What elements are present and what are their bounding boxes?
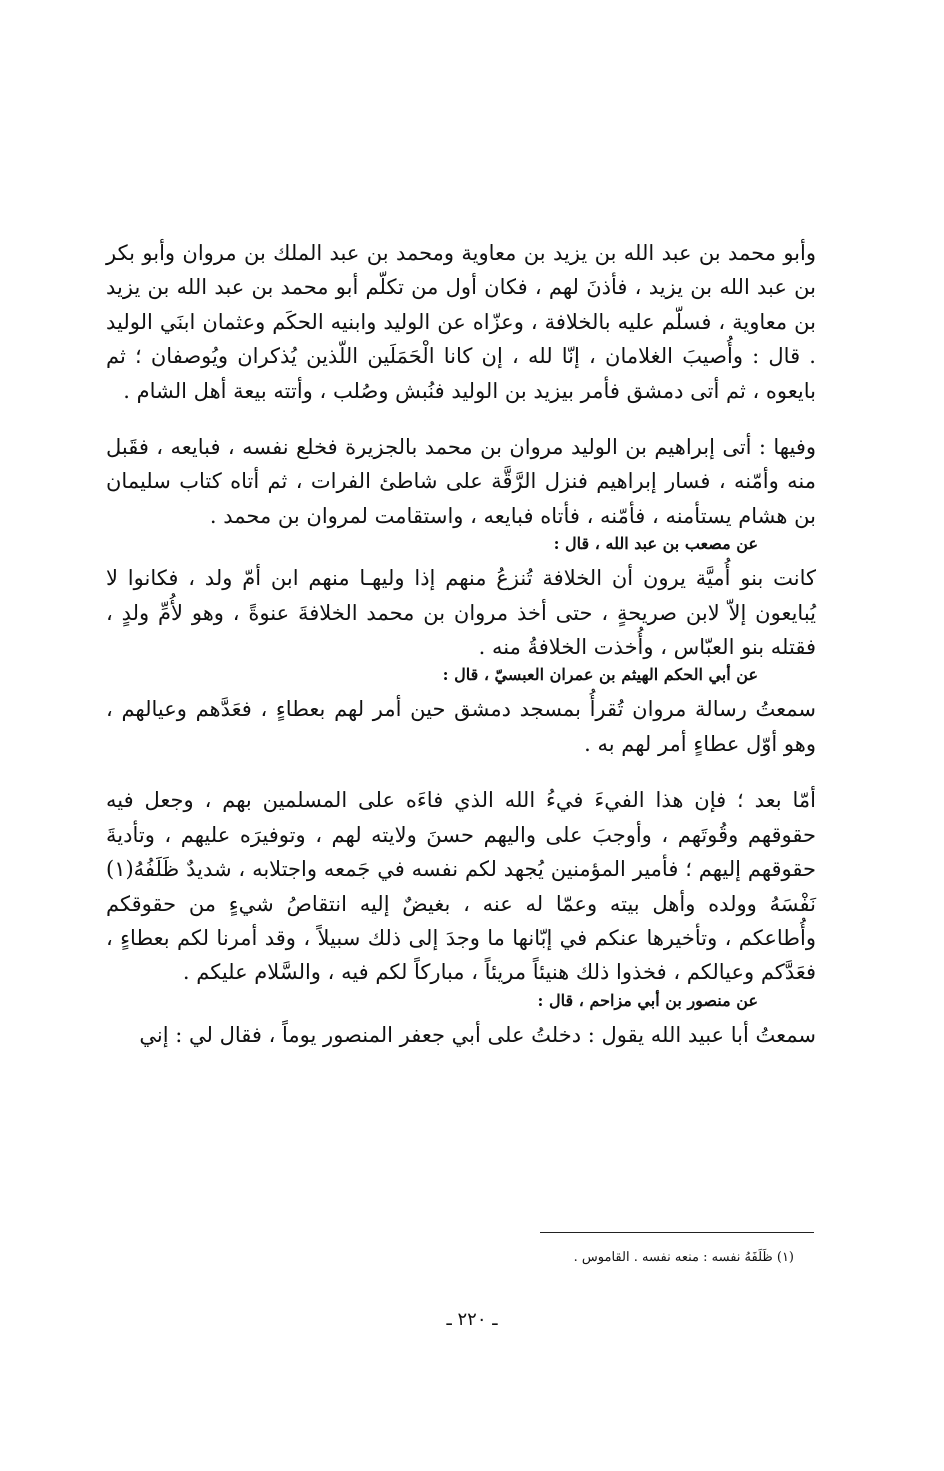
paragraph-ibrahim: وفيها : أتى إبراهيم بن الوليد مروان بن محمد بالجزيرة فخلع نفسه ، فبايعه ، فقَبل منه وأمّنه ، فسار إبراهيم فنزل الرَّقَّة على شاطئ الفرات ، ثم أتاه كتاب سليمان بن هشام يستأمنه ، فأمّنه ، فأتاه فبايعه ، واستقامت لمروان بن محمد . bbox=[106, 435, 816, 528]
paragraph-marwan-letter: سمعتُ رسالة مروان تُقرأُ بمسجد دمشق حين أمر لهم بعطاءٍ ، فعَدَّهم وعيالهم ، وهو أوّل عطاءٍ أمر لهم به . bbox=[106, 697, 816, 756]
footnote-divider bbox=[540, 1232, 814, 1233]
narrator-heading-musab: عن مصعب بن عبد الله ، قال : bbox=[553, 534, 758, 554]
narrator-heading-mansur: عن منصور بن أبي مزاحم ، قال : bbox=[537, 990, 758, 1010]
narrator-heading-haytham: عن أبي الحكم الهيثم بن عمران العبسيّ ، قال : bbox=[442, 665, 758, 685]
paragraph-bay-ah: وأبو محمد بن عبد الله بن يزيد بن معاوية ومحمد بن عبد الملك بن مروان وأبو بكر بن عبد الله بن يزيد ، فأذنَ لهم ، فكان أول من تكلّم أبو محمد بن عبد الله بن يزيد بن معاوية ، فسلّم عليه بالخلافة ، وعزّاه عن الوليد وابنيه الحكَم وعثمان ابنَي الوليد . قال : وأُصيبَ الغلامان ، إنّا لله ، إن كانا الْحَمَلَين اللّذين يُذكران ويُوصفان ؛ ثم بايعوه ، ثم أتى دمشق فأمر بيزيد بن الوليد فنُبش وصُلب ، وأتته بيعة أهل الشام . bbox=[106, 241, 816, 403]
paragraph-umayya-succession: كانت بنو أُميَّة يرون أن الخلافة تُنزعُ منهم إذا وليهـا منهم ابن أمّ ولد ، فكانوا لا يُبايعون إلاّ لابن صريحةٍ ، حتى أخذ مروان بن محمد الخلافةَ عنوةً ، وهو لأُمِّ ولدٍ ، فقتله بنو العبّاس ، وأُخذت الخلافةُ منه . bbox=[106, 566, 816, 660]
footnote: (١) ظَلَفَهُ نفسه : منعه نفسه . القاموس . bbox=[573, 1250, 794, 1265]
page-number: ـ ٢٢٠ ـ bbox=[446, 1309, 498, 1330]
paragraph-abu-ubaydallah: سمعتُ أبا عبيد الله يقول : دخلتُ على أبي جعفر المنصور يوماً ، فقال لي : إني bbox=[139, 1022, 816, 1047]
page-body bbox=[106, 236, 816, 1052]
paragraph-letter-text: أمّا بعد ؛ فإن هذا الفيءَ فيءُ الله الذي فاءَه على المسلمين بهم ، وجعل فيه حقوقهم وقُوتَهم ، وأوجبَ على واليهم حسنَ ولايته لهم ، وتوفيرَه عليهم ، وتأديةَ حقوقهم إليهم ؛ فأمير المؤمنين يُجهد لكم نفسه في جَمعه واجتلابه ، شديدٌ ظَلَفُهُ(١) نَفْسَهُ وولده وأهل بيته وعمّا له عنه ، بغيضٌ إليه انتقاصُ شيءٍ من حقوقكم وأُطاعكم ، وتأخيرها عنكم في إبّانها ما وجدَ إلى ذلك سبيلاً ، وقد أمرنا لكم بعطاءٍ ، فعَدَّكم وعيالكم ، فخذوا ذلك هنيئاً مريئاً ، مباركاً لكم فيه ، والسَّلام عليكم . bbox=[106, 788, 816, 985]
